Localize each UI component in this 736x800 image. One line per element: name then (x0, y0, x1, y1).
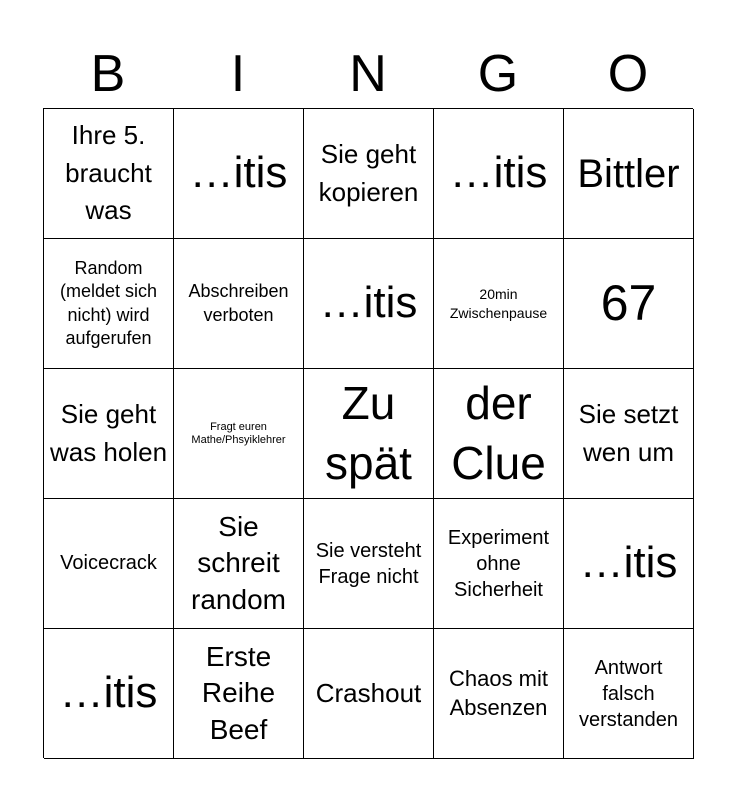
header-letter-b: B (90, 45, 126, 103)
bingo-cell[interactable]: 20min Zwischenpause (434, 239, 564, 369)
bingo-cell[interactable]: 67 (564, 239, 694, 369)
header-letter-o: O (607, 45, 649, 103)
bingo-cell[interactable]: …itis (174, 109, 304, 239)
bingo-cell[interactable]: …itis (564, 499, 694, 629)
bingo-cell[interactable]: Sie versteht Frage nicht (304, 499, 434, 629)
bingo-cell[interactable]: Sie setzt wen um (564, 369, 694, 499)
bingo-header (43, 40, 693, 108)
bingo-cell[interactable]: Experiment ohne Sicherheit (434, 499, 564, 629)
bingo-cell[interactable]: …itis (44, 629, 174, 759)
bingo-cell[interactable]: …itis (434, 109, 564, 239)
bingo-cell[interactable]: Random (meldet sich nicht) wird aufgerufen (44, 239, 174, 369)
bingo-cell[interactable]: Sie geht kopieren (304, 109, 434, 239)
bingo-cell[interactable]: Voicecrack (44, 499, 174, 629)
bingo-cell[interactable]: Fragt euren Mathe/Phsyiklehrer (174, 369, 304, 499)
header-letter-n: N (349, 45, 387, 103)
bingo-cell[interactable]: Sie schreit random (174, 499, 304, 629)
bingo-cell[interactable]: Bittler (564, 109, 694, 239)
bingo-cell[interactable]: Antwort falsch verstanden (564, 629, 694, 759)
bingo-cell[interactable]: Erste Reihe Beef (174, 629, 304, 759)
header-letter-g: G (477, 45, 519, 103)
bingo-cell[interactable]: …itis (304, 239, 434, 369)
bingo-grid (43, 108, 693, 758)
bingo-cell[interactable]: der Clue (434, 369, 564, 499)
bingo-cell[interactable]: Sie geht was holen (44, 369, 174, 499)
bingo-cell[interactable]: Zu spät (304, 369, 434, 499)
header-letter-i: I (230, 45, 246, 103)
bingo-cell[interactable]: Ihre 5. braucht was (44, 109, 174, 239)
bingo-cell[interactable]: Abschreiben verboten (174, 239, 304, 369)
bingo-cell[interactable]: Crashout (304, 629, 434, 759)
bingo-cell[interactable]: Chaos mit Absenzen (434, 629, 564, 759)
